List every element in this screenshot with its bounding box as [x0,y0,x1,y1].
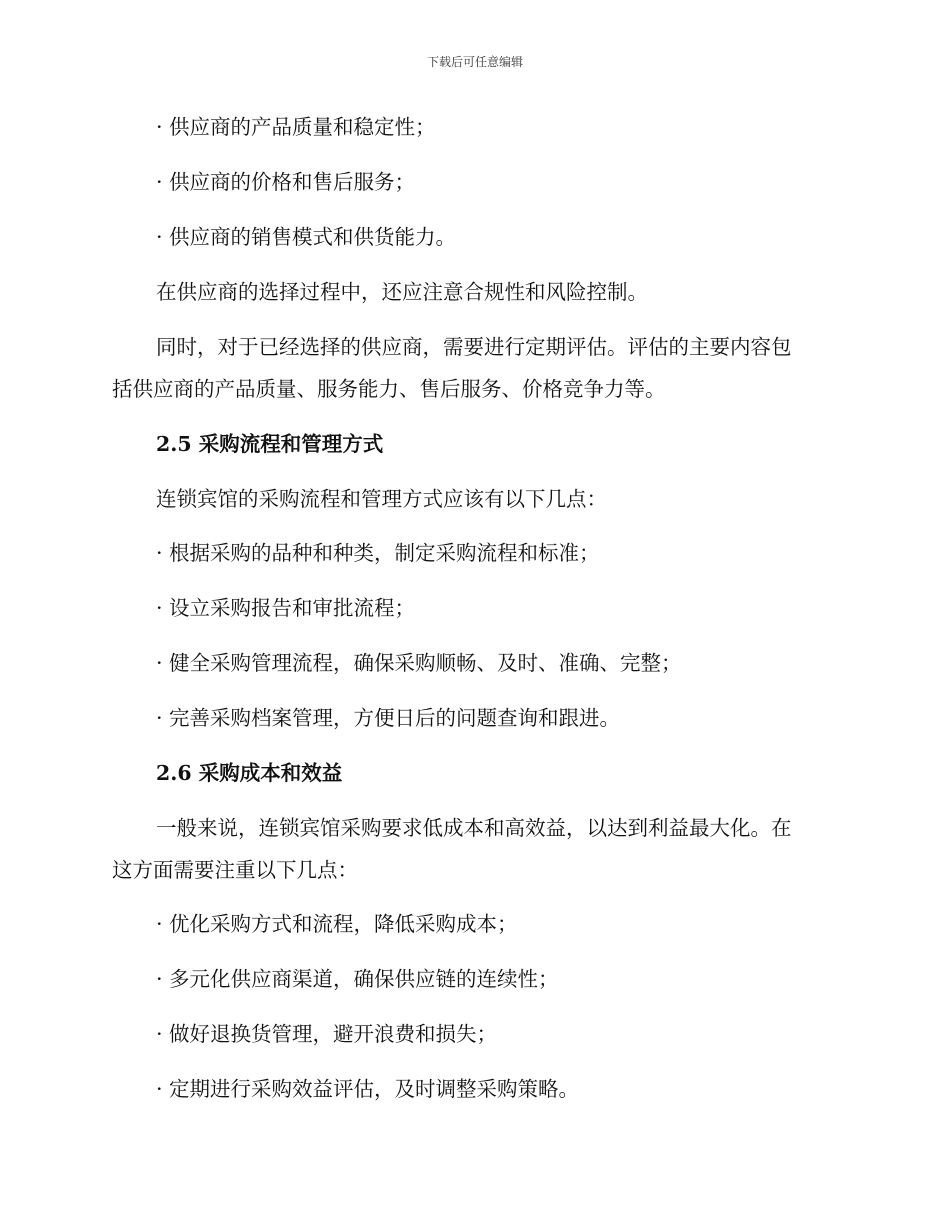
paragraph-evaluation-line1: 同时，对于已经选择的供应商，需要进行定期评估。评估的主要内容包 [156,335,792,359]
paragraph-evaluation-line2: 括供应商的产品质量、服务能力、售后服务、价格竞争力等。 [112,377,666,401]
bullet-process-report: · 设立采购报告和审批流程； [156,596,416,620]
bullet-cost-returns: · 做好退换货管理，避开浪费和损失； [156,1022,498,1046]
bullet-supplier-quality: · 供应商的产品质量和稳定性； [156,115,436,139]
bullet-cost-channels: · 多元化供应商渠道，确保供应链的连续性； [156,967,559,991]
section-heading-2-6: 2.6 采购成本和效益 [156,761,343,785]
paragraph-cost-line2: 这方面需要注重以下几点： [112,858,358,882]
bullet-process-manage: · 健全采购管理流程，确保采购顺畅、及时、准确、完整； [156,651,682,675]
bullet-process-standard: · 根据采购的品种和种类，制定采购流程和标准； [156,541,600,565]
bullet-process-archive: · 完善采购档案管理，方便日后的问题查询和跟进。 [156,706,621,730]
bullet-cost-evaluate: · 定期进行采购效益评估，及时调整采购策略。 [156,1077,580,1101]
paragraph-cost-line1: 一般来说，连锁宾馆采购要求低成本和高效益，以达到利益最大化。在 [156,816,792,840]
paragraph-process-intro: 连锁宾馆的采购流程和管理方式应该有以下几点： [156,487,607,511]
page-header: 下载后可任意编辑 [426,55,523,69]
bullet-supplier-price: · 供应商的价格和售后服务； [156,170,416,194]
bullet-supplier-sales: · 供应商的销售模式和供货能力。 [156,225,457,249]
section-heading-2-5: 2.5 采购流程和管理方式 [156,432,384,456]
paragraph-selection: 在供应商的选择过程中，还应注意合规性和风险控制。 [156,280,648,304]
bullet-cost-optimize: · 优化采购方式和流程，降低采购成本； [156,912,518,936]
